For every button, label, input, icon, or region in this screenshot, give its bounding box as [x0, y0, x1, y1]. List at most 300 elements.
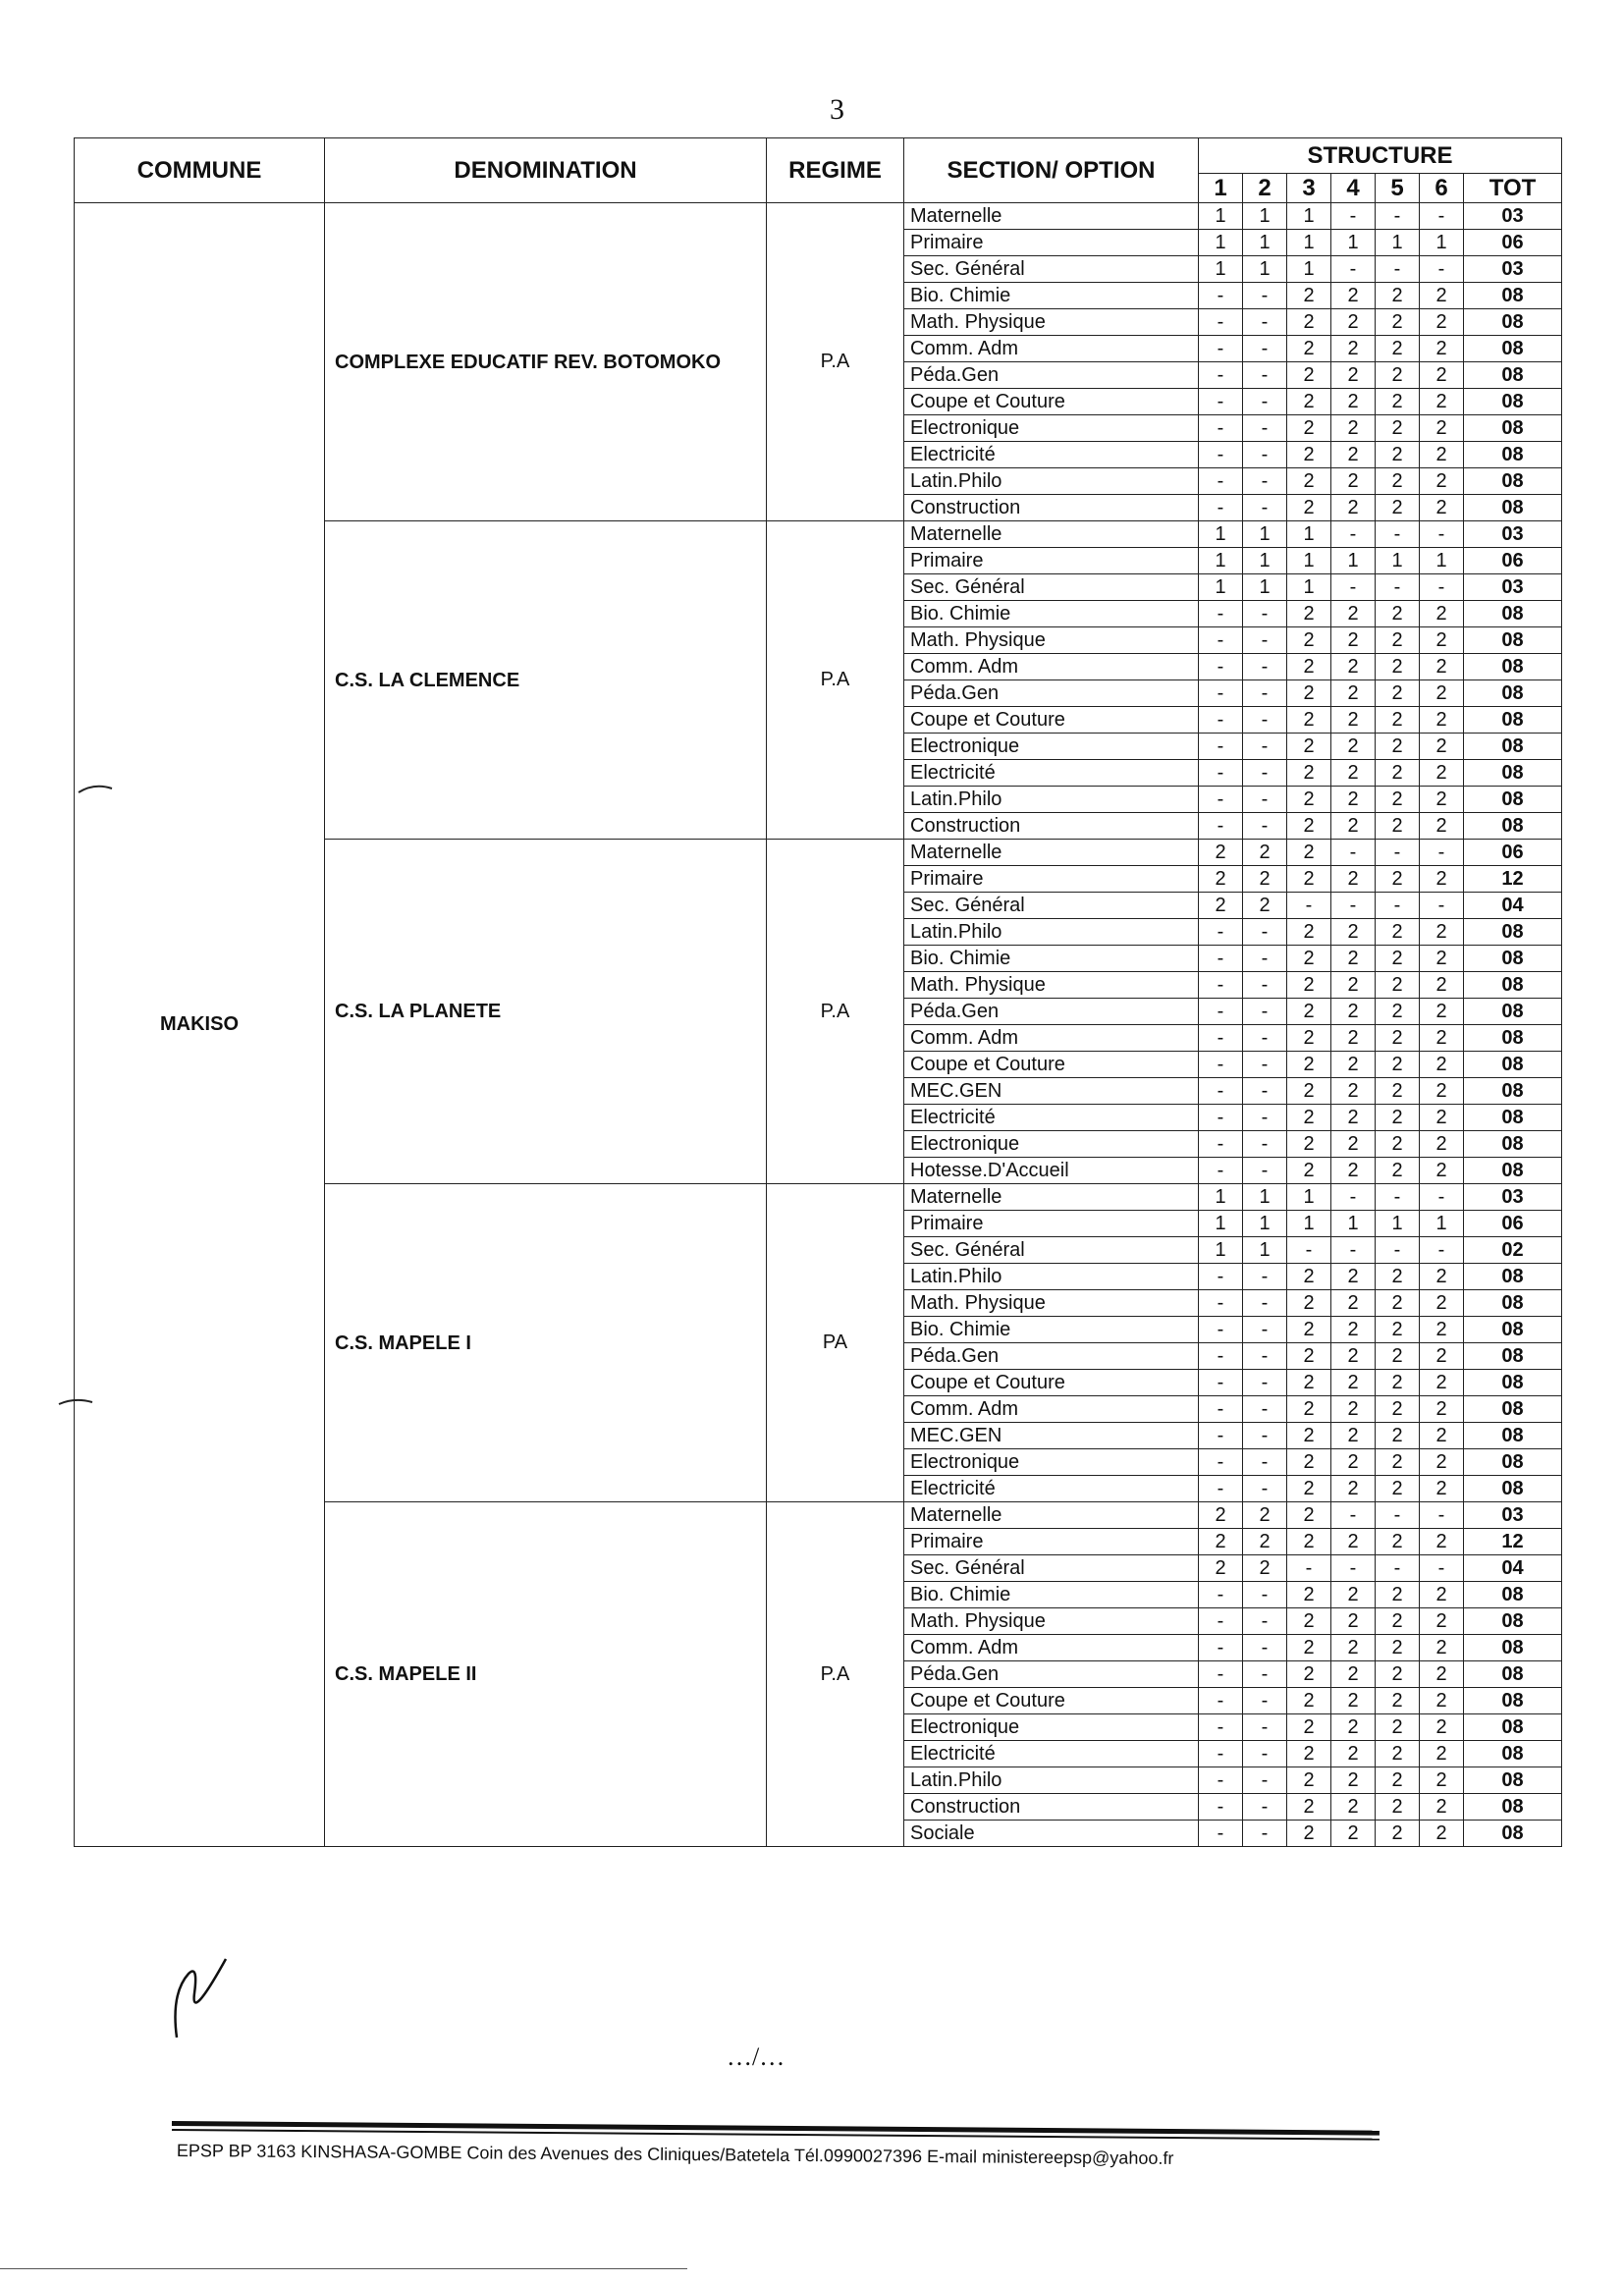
structure-year-6-value: 2	[1420, 734, 1464, 760]
structure-year-6-value: 1	[1420, 230, 1464, 256]
structure-year-2-value: -	[1243, 336, 1287, 362]
structure-year-6-value: 2	[1420, 309, 1464, 336]
structure-year-4-value: 2	[1331, 1370, 1376, 1396]
section-option: Primaire	[904, 1211, 1199, 1237]
structure-year-5-value: 2	[1376, 336, 1420, 362]
structure-year-3-value: 2	[1287, 999, 1331, 1025]
structure-total: 06	[1464, 840, 1562, 866]
structure-total: 06	[1464, 1211, 1562, 1237]
structure-year-2-value: 1	[1243, 1237, 1287, 1264]
structure-year-6-value: 1	[1420, 548, 1464, 574]
structure-year-6-value: 2	[1420, 1025, 1464, 1052]
section-option: Bio. Chimie	[904, 283, 1199, 309]
structure-year-3-value: 2	[1287, 336, 1331, 362]
structure-year-5-value: 2	[1376, 946, 1420, 972]
structure-year-1-value: -	[1199, 1582, 1243, 1608]
structure-total: 08	[1464, 1608, 1562, 1635]
section-option: Electronique	[904, 1131, 1199, 1158]
structure-year-2-value: 2	[1243, 1529, 1287, 1555]
structure-year-1-value: 1	[1199, 574, 1243, 601]
structure-year-5-value: 2	[1376, 1714, 1420, 1741]
structure-year-5-value: -	[1376, 521, 1420, 548]
structure-year-3-value: 2	[1287, 389, 1331, 415]
structure-year-1-value: 1	[1199, 256, 1243, 283]
structure-year-6-value: 2	[1420, 1317, 1464, 1343]
structure-year-5-value: 2	[1376, 1158, 1420, 1184]
structure-year-2-value: -	[1243, 734, 1287, 760]
section-option: Electricité	[904, 1105, 1199, 1131]
structure-year-2-value: -	[1243, 495, 1287, 521]
structure-column-year-1: 1	[1199, 174, 1243, 203]
structure-year-6-value: 2	[1420, 1821, 1464, 1847]
structure-year-6-value: -	[1420, 893, 1464, 919]
structure-year-6-value: 2	[1420, 1661, 1464, 1688]
structure-year-3-value: 2	[1287, 283, 1331, 309]
structure-year-4-value: 2	[1331, 1343, 1376, 1370]
structure-year-3-value: 2	[1287, 1078, 1331, 1105]
structure-total: 08	[1464, 1449, 1562, 1476]
structure-year-4-value: 2	[1331, 1264, 1376, 1290]
structure-year-4-value: 2	[1331, 1423, 1376, 1449]
structure-year-6-value: 2	[1420, 813, 1464, 840]
structure-year-2-value: -	[1243, 760, 1287, 787]
commune-name: MAKISO	[75, 203, 325, 1847]
structure-year-3-value: 2	[1287, 1158, 1331, 1184]
structure-year-2-value: -	[1243, 1052, 1287, 1078]
section-option: Bio. Chimie	[904, 1317, 1199, 1343]
structure-total: 08	[1464, 1290, 1562, 1317]
structure-year-1-value: 1	[1199, 1184, 1243, 1211]
school-name: COMPLEXE EDUCATIF REV. BOTOMOKO	[325, 203, 767, 521]
structure-year-2-value: -	[1243, 1264, 1287, 1290]
structure-year-4-value: 1	[1331, 230, 1376, 256]
structure-year-4-value: 2	[1331, 1105, 1376, 1131]
school-regime: P.A	[767, 840, 904, 1184]
structure-year-5-value: -	[1376, 1184, 1420, 1211]
structure-total: 08	[1464, 1767, 1562, 1794]
structure-total: 08	[1464, 1317, 1562, 1343]
structure-total: 08	[1464, 442, 1562, 468]
structure-year-6-value: -	[1420, 203, 1464, 230]
section-option: Maternelle	[904, 840, 1199, 866]
structure-year-4-value: -	[1331, 1502, 1376, 1529]
structure-year-6-value: 2	[1420, 1105, 1464, 1131]
structure-year-1-value: -	[1199, 787, 1243, 813]
structure-year-6-value: 2	[1420, 680, 1464, 707]
structure-year-1-value: -	[1199, 1476, 1243, 1502]
structure-year-5-value: 2	[1376, 601, 1420, 627]
school-name: C.S. LA PLANETE	[325, 840, 767, 1184]
structure-total: 08	[1464, 1158, 1562, 1184]
structure-year-5-value: 2	[1376, 866, 1420, 893]
structure-year-4-value: 2	[1331, 1317, 1376, 1343]
structure-year-3-value: 2	[1287, 1608, 1331, 1635]
structure-total: 08	[1464, 1714, 1562, 1741]
structure-year-5-value: 2	[1376, 1635, 1420, 1661]
structure-year-1-value: -	[1199, 1078, 1243, 1105]
structure-year-6-value: 2	[1420, 389, 1464, 415]
structure-year-1-value: -	[1199, 1025, 1243, 1052]
structure-year-6-value: 2	[1420, 495, 1464, 521]
section-option: Construction	[904, 813, 1199, 840]
structure-year-6-value: 2	[1420, 866, 1464, 893]
structure-year-2-value: -	[1243, 362, 1287, 389]
structure-year-4-value: -	[1331, 203, 1376, 230]
school-regime: PA	[767, 1184, 904, 1502]
structure-year-5-value: -	[1376, 1237, 1420, 1264]
structure-year-5-value: -	[1376, 893, 1420, 919]
structure-year-1-value: 2	[1199, 1529, 1243, 1555]
structure-year-2-value: -	[1243, 1476, 1287, 1502]
structure-year-5-value: 2	[1376, 760, 1420, 787]
structure-year-6-value: 2	[1420, 1714, 1464, 1741]
structure-year-5-value: 2	[1376, 1767, 1420, 1794]
structure-year-1-value: -	[1199, 601, 1243, 627]
structure-year-2-value: -	[1243, 389, 1287, 415]
structure-year-6-value: -	[1420, 574, 1464, 601]
structure-year-2-value: 1	[1243, 256, 1287, 283]
structure-total: 08	[1464, 946, 1562, 972]
structure-year-6-value: 2	[1420, 627, 1464, 654]
section-option: Electronique	[904, 734, 1199, 760]
structure-year-6-value: 2	[1420, 336, 1464, 362]
structure-year-3-value: 2	[1287, 1529, 1331, 1555]
structure-year-4-value: 2	[1331, 787, 1376, 813]
structure-year-2-value: -	[1243, 309, 1287, 336]
structure-year-5-value: -	[1376, 574, 1420, 601]
section-option: Electronique	[904, 1714, 1199, 1741]
structure-year-4-value: 2	[1331, 1529, 1376, 1555]
structure-total: 06	[1464, 230, 1562, 256]
structure-year-1-value: 1	[1199, 1211, 1243, 1237]
structure-year-4-value: 2	[1331, 654, 1376, 680]
structure-year-4-value: 2	[1331, 999, 1376, 1025]
structure-year-3-value: 2	[1287, 1131, 1331, 1158]
structure-year-5-value: 2	[1376, 1290, 1420, 1317]
structure-year-1-value: -	[1199, 1264, 1243, 1290]
section-option: Primaire	[904, 548, 1199, 574]
structure-year-6-value: 2	[1420, 1449, 1464, 1476]
structure-year-2-value: -	[1243, 415, 1287, 442]
structure-year-2-value: -	[1243, 1105, 1287, 1131]
structure-year-5-value: 1	[1376, 230, 1420, 256]
structure-total: 08	[1464, 1741, 1562, 1767]
structure-year-4-value: 2	[1331, 946, 1376, 972]
structure-year-5-value: 2	[1376, 1821, 1420, 1847]
section-option: Bio. Chimie	[904, 1582, 1199, 1608]
schools-table	[74, 137, 1562, 1847]
structure-year-2-value: -	[1243, 1582, 1287, 1608]
structure-year-2-value: -	[1243, 654, 1287, 680]
structure-year-4-value: 2	[1331, 1714, 1376, 1741]
bottom-divider	[0, 2268, 687, 2269]
structure-year-5-value: 2	[1376, 734, 1420, 760]
structure-year-3-value: 2	[1287, 1635, 1331, 1661]
structure-year-1-value: -	[1199, 972, 1243, 999]
structure-year-3-value: 1	[1287, 230, 1331, 256]
structure-year-1-value: -	[1199, 283, 1243, 309]
section-option: Maternelle	[904, 203, 1199, 230]
section-option: MEC.GEN	[904, 1423, 1199, 1449]
structure-column-year-5: 5	[1376, 174, 1420, 203]
structure-year-5-value: 2	[1376, 999, 1420, 1025]
structure-total: 08	[1464, 787, 1562, 813]
structure-total: 08	[1464, 415, 1562, 442]
structure-year-6-value: 2	[1420, 1794, 1464, 1821]
structure-year-1-value: -	[1199, 362, 1243, 389]
structure-year-3-value: 2	[1287, 734, 1331, 760]
structure-total: 08	[1464, 1264, 1562, 1290]
section-option: Sec. Général	[904, 893, 1199, 919]
section-option: Comm. Adm	[904, 1025, 1199, 1052]
structure-year-3-value: 2	[1287, 415, 1331, 442]
structure-total: 08	[1464, 389, 1562, 415]
structure-year-1-value: 2	[1199, 1502, 1243, 1529]
structure-year-5-value: 2	[1376, 309, 1420, 336]
structure-year-6-value: 2	[1420, 1052, 1464, 1078]
structure-year-4-value: -	[1331, 1555, 1376, 1582]
structure-total: 08	[1464, 468, 1562, 495]
structure-year-1-value: -	[1199, 654, 1243, 680]
structure-year-1-value: -	[1199, 1290, 1243, 1317]
structure-year-5-value: 2	[1376, 1078, 1420, 1105]
structure-year-1-value: -	[1199, 1449, 1243, 1476]
structure-year-3-value: 2	[1287, 866, 1331, 893]
structure-year-6-value: 2	[1420, 1396, 1464, 1423]
structure-year-6-value: 2	[1420, 1529, 1464, 1555]
structure-year-1-value: -	[1199, 760, 1243, 787]
structure-year-3-value: 1	[1287, 1184, 1331, 1211]
structure-year-2-value: -	[1243, 283, 1287, 309]
structure-year-5-value: 2	[1376, 1688, 1420, 1714]
structure-total: 03	[1464, 203, 1562, 230]
section-option: Maternelle	[904, 521, 1199, 548]
structure-total: 08	[1464, 1105, 1562, 1131]
structure-total: 08	[1464, 1794, 1562, 1821]
structure-year-5-value: 2	[1376, 1264, 1420, 1290]
structure-year-4-value: 2	[1331, 680, 1376, 707]
structure-year-5-value: 2	[1376, 1476, 1420, 1502]
school-regime: P.A	[767, 1502, 904, 1847]
margin-mark-icon	[57, 1394, 96, 1410]
structure-year-4-value: 2	[1331, 1025, 1376, 1052]
structure-year-5-value: 2	[1376, 415, 1420, 442]
structure-year-6-value: 2	[1420, 1582, 1464, 1608]
structure-year-1-value: 1	[1199, 548, 1243, 574]
structure-year-3-value: 2	[1287, 1582, 1331, 1608]
structure-year-5-value: 2	[1376, 654, 1420, 680]
structure-year-5-value: 2	[1376, 1794, 1420, 1821]
structure-year-4-value: -	[1331, 893, 1376, 919]
structure-year-4-value: 2	[1331, 919, 1376, 946]
section-option: Maternelle	[904, 1502, 1199, 1529]
structure-year-5-value: 2	[1376, 1582, 1420, 1608]
structure-year-6-value: 2	[1420, 1343, 1464, 1370]
structure-year-3-value: 2	[1287, 309, 1331, 336]
structure-year-3-value: 1	[1287, 548, 1331, 574]
structure-year-2-value: 2	[1243, 840, 1287, 866]
structure-year-6-value: 2	[1420, 1608, 1464, 1635]
structure-year-5-value: 2	[1376, 1343, 1420, 1370]
structure-column-year-2: 2	[1243, 174, 1287, 203]
structure-year-6-value: -	[1420, 1184, 1464, 1211]
structure-total: 08	[1464, 654, 1562, 680]
structure-year-4-value: 2	[1331, 1767, 1376, 1794]
structure-year-2-value: -	[1243, 813, 1287, 840]
section-option: Math. Physique	[904, 309, 1199, 336]
structure-year-4-value: 2	[1331, 1688, 1376, 1714]
structure-total: 08	[1464, 707, 1562, 734]
structure-year-6-value: 2	[1420, 1741, 1464, 1767]
section-option: Electricité	[904, 1741, 1199, 1767]
structure-year-3-value: 2	[1287, 1025, 1331, 1052]
section-option: Sociale	[904, 1821, 1199, 1847]
structure-year-1-value: -	[1199, 1688, 1243, 1714]
structure-year-3-value: 2	[1287, 495, 1331, 521]
structure-year-3-value: 2	[1287, 1714, 1331, 1741]
structure-total: 03	[1464, 256, 1562, 283]
structure-year-5-value: 2	[1376, 1396, 1420, 1423]
structure-year-4-value: 2	[1331, 707, 1376, 734]
table-body	[75, 203, 1562, 1847]
structure-year-1-value: -	[1199, 309, 1243, 336]
structure-year-2-value: -	[1243, 1635, 1287, 1661]
structure-year-2-value: -	[1243, 1423, 1287, 1449]
structure-year-6-value: 2	[1420, 1158, 1464, 1184]
structure-year-3-value: 1	[1287, 256, 1331, 283]
structure-year-4-value: 2	[1331, 1741, 1376, 1767]
structure-year-5-value: 2	[1376, 495, 1420, 521]
structure-total: 08	[1464, 1370, 1562, 1396]
section-option: Comm. Adm	[904, 1635, 1199, 1661]
structure-year-3-value: 2	[1287, 972, 1331, 999]
structure-year-6-value: 2	[1420, 415, 1464, 442]
structure-year-6-value: 2	[1420, 283, 1464, 309]
structure-year-2-value: -	[1243, 1661, 1287, 1688]
structure-year-5-value: 2	[1376, 1025, 1420, 1052]
structure-year-4-value: 2	[1331, 336, 1376, 362]
structure-year-4-value: 1	[1331, 548, 1376, 574]
structure-year-1-value: -	[1199, 1158, 1243, 1184]
structure-year-2-value: -	[1243, 999, 1287, 1025]
structure-year-5-value: 2	[1376, 1370, 1420, 1396]
structure-column-year-6: 6	[1420, 174, 1464, 203]
section-option: Péda.Gen	[904, 362, 1199, 389]
structure-year-3-value: 2	[1287, 1767, 1331, 1794]
structure-year-4-value: 2	[1331, 601, 1376, 627]
structure-total: 03	[1464, 574, 1562, 601]
structure-total: 08	[1464, 1131, 1562, 1158]
section-option: Péda.Gen	[904, 1343, 1199, 1370]
structure-year-1-value: -	[1199, 1343, 1243, 1370]
structure-year-3-value: 2	[1287, 601, 1331, 627]
structure-year-1-value: -	[1199, 1794, 1243, 1821]
structure-year-4-value: 2	[1331, 1290, 1376, 1317]
structure-year-2-value: -	[1243, 972, 1287, 999]
structure-year-5-value: -	[1376, 203, 1420, 230]
structure-year-3-value: 2	[1287, 1821, 1331, 1847]
structure-year-6-value: 2	[1420, 1290, 1464, 1317]
structure-year-4-value: 2	[1331, 283, 1376, 309]
structure-year-2-value: -	[1243, 1343, 1287, 1370]
structure-year-4-value: 2	[1331, 1608, 1376, 1635]
structure-year-1-value: -	[1199, 442, 1243, 468]
structure-year-1-value: 2	[1199, 840, 1243, 866]
structure-total: 03	[1464, 521, 1562, 548]
section-option: Construction	[904, 1794, 1199, 1821]
structure-total: 08	[1464, 336, 1562, 362]
structure-year-5-value: -	[1376, 840, 1420, 866]
section-option: Coupe et Couture	[904, 389, 1199, 415]
section-header: SECTION/ OPTION	[904, 138, 1199, 203]
structure-year-1-value: -	[1199, 1423, 1243, 1449]
structure-year-2-value: -	[1243, 707, 1287, 734]
structure-year-3-value: 2	[1287, 1661, 1331, 1688]
structure-year-2-value: -	[1243, 1821, 1287, 1847]
structure-header: STRUCTURE	[1199, 138, 1562, 174]
structure-year-3-value: 2	[1287, 1396, 1331, 1423]
structure-year-4-value: -	[1331, 1184, 1376, 1211]
structure-total: 08	[1464, 601, 1562, 627]
structure-year-1-value: 1	[1199, 230, 1243, 256]
structure-year-3-value: 2	[1287, 1502, 1331, 1529]
structure-year-4-value: 2	[1331, 1794, 1376, 1821]
structure-total: 04	[1464, 1555, 1562, 1582]
structure-year-6-value: 2	[1420, 999, 1464, 1025]
structure-year-6-value: 2	[1420, 1370, 1464, 1396]
structure-year-1-value: -	[1199, 627, 1243, 654]
structure-year-3-value: 2	[1287, 946, 1331, 972]
structure-year-3-value: 2	[1287, 840, 1331, 866]
structure-year-6-value: -	[1420, 840, 1464, 866]
structure-year-4-value: 2	[1331, 1158, 1376, 1184]
structure-year-2-value: -	[1243, 627, 1287, 654]
structure-year-1-value: -	[1199, 1635, 1243, 1661]
structure-year-2-value: -	[1243, 680, 1287, 707]
structure-year-3-value: 2	[1287, 680, 1331, 707]
structure-year-5-value: 2	[1376, 1529, 1420, 1555]
structure-year-2-value: 1	[1243, 230, 1287, 256]
structure-year-4-value: 2	[1331, 734, 1376, 760]
structure-year-2-value: -	[1243, 468, 1287, 495]
structure-year-3-value: 1	[1287, 521, 1331, 548]
structure-year-4-value: -	[1331, 1237, 1376, 1264]
structure-year-3-value: 2	[1287, 1370, 1331, 1396]
structure-year-1-value: 2	[1199, 866, 1243, 893]
structure-year-4-value: 2	[1331, 309, 1376, 336]
structure-year-2-value: -	[1243, 946, 1287, 972]
structure-year-3-value: 2	[1287, 1317, 1331, 1343]
structure-year-3-value: 2	[1287, 1052, 1331, 1078]
structure-year-1-value: 1	[1199, 521, 1243, 548]
structure-year-1-value: -	[1199, 1370, 1243, 1396]
structure-year-5-value: 2	[1376, 972, 1420, 999]
structure-total: 08	[1464, 1423, 1562, 1449]
continuation-mark: …/…	[727, 2042, 785, 2071]
structure-year-2-value: -	[1243, 919, 1287, 946]
structure-year-2-value: 2	[1243, 1555, 1287, 1582]
structure-year-2-value: 1	[1243, 1184, 1287, 1211]
structure-total: 08	[1464, 813, 1562, 840]
structure-year-5-value: 1	[1376, 548, 1420, 574]
section-option: Electronique	[904, 1449, 1199, 1476]
structure-year-5-value: 2	[1376, 442, 1420, 468]
section-option: Comm. Adm	[904, 336, 1199, 362]
structure-year-6-value: 2	[1420, 468, 1464, 495]
structure-year-6-value: 2	[1420, 1264, 1464, 1290]
school-name: C.S. MAPELE I	[325, 1184, 767, 1502]
structure-year-2-value: 1	[1243, 203, 1287, 230]
